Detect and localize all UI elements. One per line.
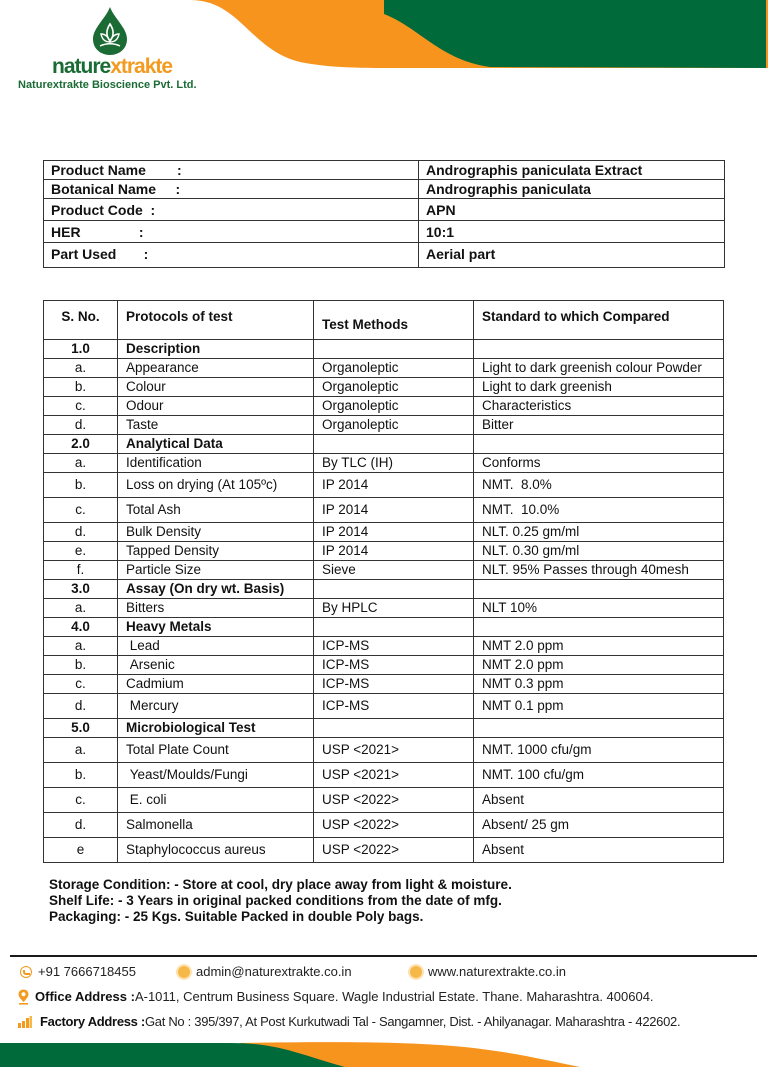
test-method: IP 2014: [314, 542, 474, 561]
test-method: USP <2022>: [314, 838, 474, 863]
factory-address-value: Gat No : 395/397, At Post Kurkutwadi Tal - Sangamner, Dist. - Ahilyanagar. Maharashtra - 422602.: [144, 1014, 681, 1029]
standard-value: NMT 0.3 ppm: [474, 675, 724, 694]
product-info-label: HER :: [44, 221, 419, 243]
product-info-row: [44, 221, 725, 243]
spec-row: [44, 656, 724, 675]
standard-value: Absent: [474, 788, 724, 813]
spec-section-row: [44, 435, 724, 454]
page-header: [0, 0, 768, 150]
product-info-label: Product Name :: [44, 161, 419, 180]
serial-number: b.: [44, 378, 118, 397]
location-pin-icon: [18, 989, 29, 1005]
test-name: Cadmium: [118, 675, 314, 694]
test-name: Assay (On dry wt. Basis): [118, 580, 314, 599]
test-method: USP <2021>: [314, 738, 474, 763]
serial-number: c.: [44, 788, 118, 813]
test-method: [314, 340, 474, 359]
test-name: E. coli: [118, 788, 314, 813]
spec-row: [44, 838, 724, 863]
test-name: Tapped Density: [118, 542, 314, 561]
product-info-value: Andrographis paniculata: [419, 180, 725, 199]
serial-number: d.: [44, 813, 118, 838]
specification-table: [43, 300, 724, 863]
test-method: [314, 719, 474, 738]
serial-number: f.: [44, 561, 118, 580]
website-link[interactable]: www.naturextrakte.co.in: [428, 964, 567, 979]
spec-row: [44, 788, 724, 813]
standard-value: [474, 435, 724, 454]
shelf-life: [49, 893, 768, 909]
spec-row: [44, 359, 724, 378]
test-method: IP 2014: [314, 473, 474, 498]
serial-number: d.: [44, 694, 118, 719]
test-method: USP <2021>: [314, 763, 474, 788]
standard-value: NMT 2.0 ppm: [474, 656, 724, 675]
page-footer: [0, 955, 768, 1075]
serial-number: 2.0: [44, 435, 118, 454]
serial-number: b.: [44, 473, 118, 498]
brand-name-part2: xtrakte: [110, 55, 173, 78]
brand-name-part1: nature: [52, 55, 111, 78]
footer-divider: [10, 955, 757, 957]
test-method: By TLC (IH): [314, 454, 474, 473]
serial-number: e.: [44, 542, 118, 561]
spec-row: [44, 397, 724, 416]
spec-row: [44, 599, 724, 618]
serial-number: d.: [44, 416, 118, 435]
spec-section-row: [44, 618, 724, 637]
product-info-value: 10:1: [419, 221, 725, 243]
serial-number: 1.0: [44, 340, 118, 359]
test-method: By HPLC: [314, 599, 474, 618]
standard-value: Light to dark greenish colour Powder: [474, 359, 724, 378]
brand-logotype: [52, 56, 172, 78]
test-name: Total Plate Count: [118, 738, 314, 763]
standard-value: [474, 618, 724, 637]
serial-number: c.: [44, 675, 118, 694]
spec-row: [44, 675, 724, 694]
standard-value: NMT 2.0 ppm: [474, 637, 724, 656]
test-method: ICP-MS: [314, 656, 474, 675]
serial-number: c.: [44, 498, 118, 523]
factory-icon: [18, 1016, 32, 1028]
test-method: ICP-MS: [314, 637, 474, 656]
spec-row: [44, 378, 724, 397]
standard-value: Characteristics: [474, 397, 724, 416]
test-name: Description: [118, 340, 314, 359]
serial-number: c.: [44, 397, 118, 416]
product-info-value: Aerial part: [419, 243, 725, 268]
standard-value: Conforms: [474, 454, 724, 473]
serial-number: a.: [44, 454, 118, 473]
test-method: [314, 618, 474, 637]
product-info-label: Botanical Name :: [44, 180, 419, 199]
logo-drop-icon: [92, 6, 128, 56]
serial-number: a.: [44, 738, 118, 763]
standard-value: NLT. 95% Passes through 40mesh: [474, 561, 724, 580]
test-name: Taste: [118, 416, 314, 435]
standard-value: [474, 719, 724, 738]
serial-number: 4.0: [44, 618, 118, 637]
standard-value: NMT. 10.0%: [474, 498, 724, 523]
product-notes: [49, 877, 768, 925]
company-name: Naturextrakte Bioscience Pvt. Ltd.: [18, 79, 197, 91]
phone-number[interactable]: +91 7666718455: [38, 964, 136, 979]
footer-wave-decoration: [0, 1039, 768, 1067]
header-serial-number: S. No.: [44, 301, 118, 340]
serial-number: a.: [44, 637, 118, 656]
product-info-label: Product Code :: [44, 199, 419, 221]
test-method: IP 2014: [314, 498, 474, 523]
spec-row: [44, 738, 724, 763]
test-method: Organoleptic: [314, 416, 474, 435]
product-info-label: Part Used :: [44, 243, 419, 268]
product-info-row: [44, 180, 725, 199]
spec-section-row: [44, 580, 724, 599]
standard-value: [474, 340, 724, 359]
standard-value: NLT 10%: [474, 599, 724, 618]
spec-header-row: [44, 301, 724, 340]
test-name: Loss on drying (At 105ºc): [118, 473, 314, 498]
packaging-value: : - 25 Kgs. Suitable Packed in double Poly bags.: [116, 909, 424, 924]
header-standard: Standard to which Compared: [474, 301, 724, 340]
storage-condition: [49, 877, 768, 893]
email-icon: [178, 966, 190, 978]
serial-number: d.: [44, 523, 118, 542]
header-protocols: Protocols of test: [118, 301, 314, 340]
spec-row: [44, 694, 724, 719]
packaging: [49, 909, 768, 925]
factory-address-label: Factory Address :: [40, 1014, 145, 1029]
standard-value: NMT. 100 cfu/gm: [474, 763, 724, 788]
test-name: Analytical Data: [118, 435, 314, 454]
test-method: [314, 435, 474, 454]
standard-value: Bitter: [474, 416, 724, 435]
office-address-value: A-1011, Centrum Business Square. Wagle Industrial Estate. Thane. Maharashtra. 400604.: [134, 989, 654, 1004]
test-name: Staphylococcus aureus: [118, 838, 314, 863]
test-method: ICP-MS: [314, 675, 474, 694]
serial-number: a.: [44, 599, 118, 618]
test-name: Colour: [118, 378, 314, 397]
office-address: [18, 989, 654, 1005]
test-name: Particle Size: [118, 561, 314, 580]
spec-row: [44, 454, 724, 473]
spec-row: [44, 416, 724, 435]
spec-row: [44, 523, 724, 542]
product-info-row: [44, 199, 725, 221]
test-name: Lead: [118, 637, 314, 656]
office-address-label: Office Address :: [35, 989, 135, 1004]
test-method: Organoleptic: [314, 359, 474, 378]
spec-row: [44, 542, 724, 561]
serial-number: 5.0: [44, 719, 118, 738]
standard-value: Light to dark greenish: [474, 378, 724, 397]
product-info-value: Andrographis paniculata Extract: [419, 161, 725, 180]
test-name: Arsenic: [118, 656, 314, 675]
spec-row: [44, 763, 724, 788]
standard-value: NMT 0.1 ppm: [474, 694, 724, 719]
standard-value: Absent: [474, 838, 724, 863]
spec-row: [44, 813, 724, 838]
spec-row: [44, 637, 724, 656]
standard-value: NMT. 8.0%: [474, 473, 724, 498]
header-test-methods: Test Methods: [314, 301, 474, 340]
footer-phone: [20, 964, 136, 980]
test-method: USP <2022>: [314, 813, 474, 838]
test-name: Heavy Metals: [118, 618, 314, 637]
spec-row: [44, 498, 724, 523]
test-method: IP 2014: [314, 523, 474, 542]
serial-number: 3.0: [44, 580, 118, 599]
test-name: Yeast/Moulds/Fungi: [118, 763, 314, 788]
test-name: Microbiological Test: [118, 719, 314, 738]
email-link[interactable]: admin@naturextrakte.co.in: [196, 964, 352, 979]
serial-number: a.: [44, 359, 118, 378]
globe-icon: [410, 966, 422, 978]
test-name: Appearance: [118, 359, 314, 378]
test-name: Mercury: [118, 694, 314, 719]
test-name: Salmonella: [118, 813, 314, 838]
test-method: Organoleptic: [314, 397, 474, 416]
test-name: Odour: [118, 397, 314, 416]
test-name: Total Ash: [118, 498, 314, 523]
storage-label: Storage Condition: [49, 877, 166, 892]
spec-section-row: [44, 340, 724, 359]
footer-website: [410, 964, 566, 980]
shelf-life-value: : - 3 Years in original packed conditions from the date of mfg.: [109, 893, 502, 908]
product-info-value: APN: [419, 199, 725, 221]
test-method: ICP-MS: [314, 694, 474, 719]
test-name: Bitters: [118, 599, 314, 618]
test-name: Bulk Density: [118, 523, 314, 542]
test-method: USP <2022>: [314, 788, 474, 813]
serial-number: e: [44, 838, 118, 863]
standard-value: NLT. 0.25 gm/ml: [474, 523, 724, 542]
storage-value: : - Store at cool, dry place away from light & moisture.: [166, 877, 512, 892]
footer-email: [178, 964, 352, 980]
test-method: Organoleptic: [314, 378, 474, 397]
factory-address: [18, 1014, 680, 1030]
shelf-life-label: Shelf Life: [49, 893, 110, 908]
test-method: [314, 580, 474, 599]
test-method: Sieve: [314, 561, 474, 580]
test-name: Identification: [118, 454, 314, 473]
spec-row: [44, 473, 724, 498]
serial-number: b.: [44, 656, 118, 675]
spec-row: [44, 561, 724, 580]
product-info-row: [44, 243, 725, 268]
serial-number: b.: [44, 763, 118, 788]
standard-value: NMT. 1000 cfu/gm: [474, 738, 724, 763]
standard-value: NLT. 0.30 gm/ml: [474, 542, 724, 561]
packaging-label: Packaging: [49, 909, 117, 924]
phone-icon: [20, 966, 32, 978]
product-info-table: [43, 160, 725, 268]
standard-value: Absent/ 25 gm: [474, 813, 724, 838]
spec-section-row: [44, 719, 724, 738]
product-info-row: [44, 161, 725, 180]
standard-value: [474, 580, 724, 599]
